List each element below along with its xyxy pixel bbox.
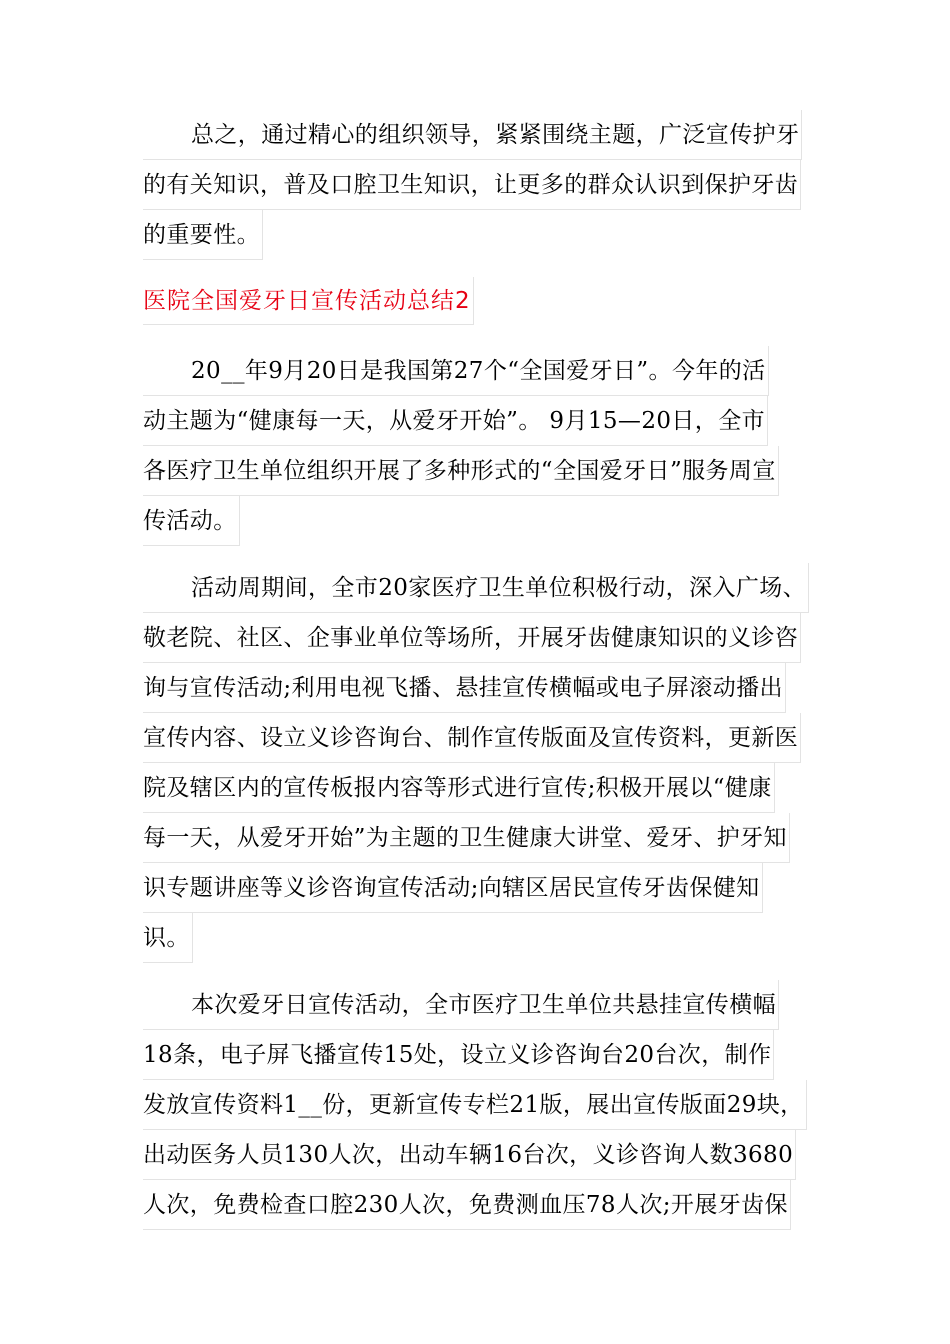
paragraph-line: 本次爱牙日宣传活动，全市医疗卫生单位共悬挂宣传横幅 (143, 980, 779, 1030)
paragraph-line: 18条，电子屏飞播宣传15处，设立义诊咨询台20台次，制作 (143, 1030, 774, 1080)
paragraph-line: 总之，通过精心的组织领导，紧紧围绕主题，广泛宣传护牙 (143, 110, 802, 160)
paragraph-line: 传活动。 (143, 496, 240, 546)
paragraph-line: 每一天，从爱牙开始”为主题的卫生健康大讲堂、爱牙、护牙知 (143, 813, 790, 863)
paragraph-line: 的有关知识，普及口腔卫生知识，让更多的群众认识到保护牙齿 (143, 160, 801, 210)
paragraph-line: 宣传内容、设立义诊咨询台、制作宣传版面及宣传资料，更新医 (143, 713, 801, 763)
paragraph-line: 识专题讲座等义诊咨询宣传活动;向辖区居民宣传牙齿保健知 (143, 863, 763, 913)
paragraph-line: 院及辖区内的宣传板报内容等形式进行宣传;积极开展以“健康 (143, 763, 775, 813)
paragraph-line: 20__年9月20日是我国第27个“全国爱牙日”。今年的活 (143, 346, 769, 396)
section-heading: 医院全国爱牙日宣传活动总结2 (143, 277, 474, 325)
paragraph-line: 的重要性。 (143, 210, 263, 260)
paragraph-line: 敬老院、社区、企事业单位等场所，开展牙齿健康知识的义诊咨 (143, 613, 801, 663)
paragraph-line: 活动周期间，全市20家医疗卫生单位积极行动，深入广场、 (143, 563, 809, 613)
paragraph-line: 询与宣传活动;利用电视飞播、悬挂宣传横幅或电子屏滚动播出 (143, 663, 786, 713)
paragraph-line: 发放宣传资料1__份，更新宣传专栏21版，展出宣传版面29块， (143, 1080, 807, 1130)
paragraph-line: 识。 (143, 913, 193, 963)
paragraph-line: 动主题为“健康每一天，从爱牙开始”。 9月15—20日，全市 (143, 396, 768, 446)
paragraph-line: 出动医务人员130人次，出动车辆16台次，义诊咨询人数3680 (143, 1130, 796, 1180)
paragraph-line: 各医疗卫生单位组织开展了多种形式的“全国爱牙日”服务周宣 (143, 446, 779, 496)
paragraph-line: 人次，免费检查口腔230人次，免费测血压78人次;开展牙齿保 (143, 1180, 791, 1230)
